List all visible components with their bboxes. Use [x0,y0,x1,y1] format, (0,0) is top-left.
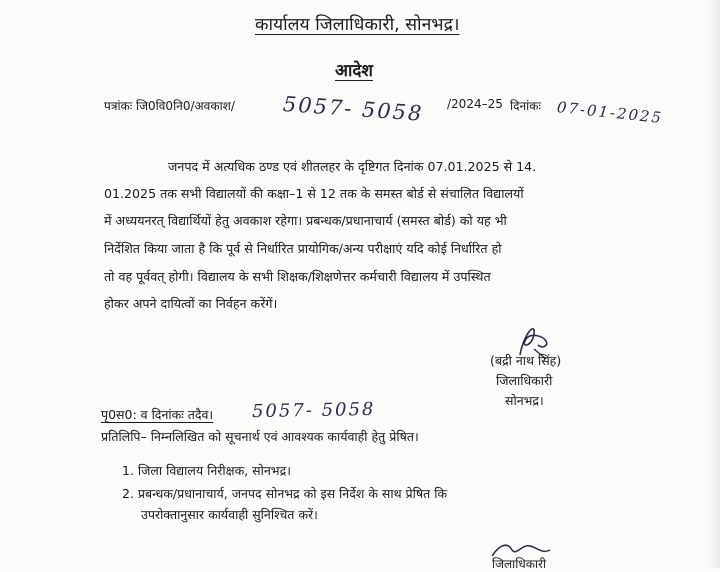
body-line-3: में अध्ययनरत् विद्यार्थियों हेतु अवकाश रहेगा। प्रबन्धक/प्रधानाचार्य (समस्त बोर्ड) को यह भी [104,213,507,228]
copy-reference-label: पृ0स0: व दिनांकः तदैव। [101,407,214,422]
signatory-designation: जिलाधिकारी [496,373,553,388]
signatory-place: सोनभद्र। [505,393,544,408]
signatory-name: (बद्री नाथ सिंह) [490,353,562,368]
copy-reference-handwritten: 5057- 5058 [251,398,376,423]
order-title: आदेश [335,61,373,81]
copy-item-text: जिला विद्यालय निरीक्षक, सोनभद्र। [137,463,291,478]
reference-label: पत्रांकः जि0वि0नि0/अवकाश/ [104,99,235,113]
reference-number-handwritten: 5057- 5058 [282,92,425,126]
copy-item [122,462,291,479]
copy-text: प्रतिलिपि– निम्नलिखित को सूचनार्थ एवं आवश्यक कार्यवाही हेतु प्रेषित। [101,429,419,444]
reference-year: /2024–25 [447,97,503,111]
date-label: दिनांकः [510,99,541,113]
body-line-1: जनपद में अत्यधिक ठण्ड एवं शीतलहर के दृष्टिगत दिनांक 07.01.2025 से 14. [168,159,537,174]
copy-item-continuation: उपरोक्तानुसार कार्यवाही सुनिश्चित करें। [141,507,318,522]
body-line-2: 01.2025 तक सभी विद्यालयों की कक्षा–1 से 12 तक के समस्त बोर्ड से संचालित विद्यालयों [104,186,524,201]
body-line-6: होकर अपने दायित्वों का निर्वहन करेंगें। [104,296,278,311]
date-handwritten: 07-01-2025 [556,98,664,128]
office-title: कार्यालय जिलाधिकारी, सोनभद्र। [255,15,460,35]
copy-item-number: 2. [122,486,134,501]
footer-designation: जिलाधिकारी [492,557,547,571]
body-line-5: तो वह पूर्ववत् होगी। विद्यालय के सभी शिक्षक/शिक्षणेत्तर कर्मचारी विद्यालय में उपस्थित [104,269,491,284]
copy-item-number: 1. [122,463,134,478]
copy-item [122,485,447,502]
body-line-4: निर्देशित किया जाता है कि पूर्व से निर्धारित प्रायोगिक/अन्य परीक्षाएं यदि कोई निर्धारित हो [104,241,502,256]
copy-item-text: प्रबन्धक/प्रधानाचार्य, जनपद सोनभद्र को इस निर्देश के साथ प्रेषित कि [137,486,448,501]
page-edge-shadow [706,0,720,568]
